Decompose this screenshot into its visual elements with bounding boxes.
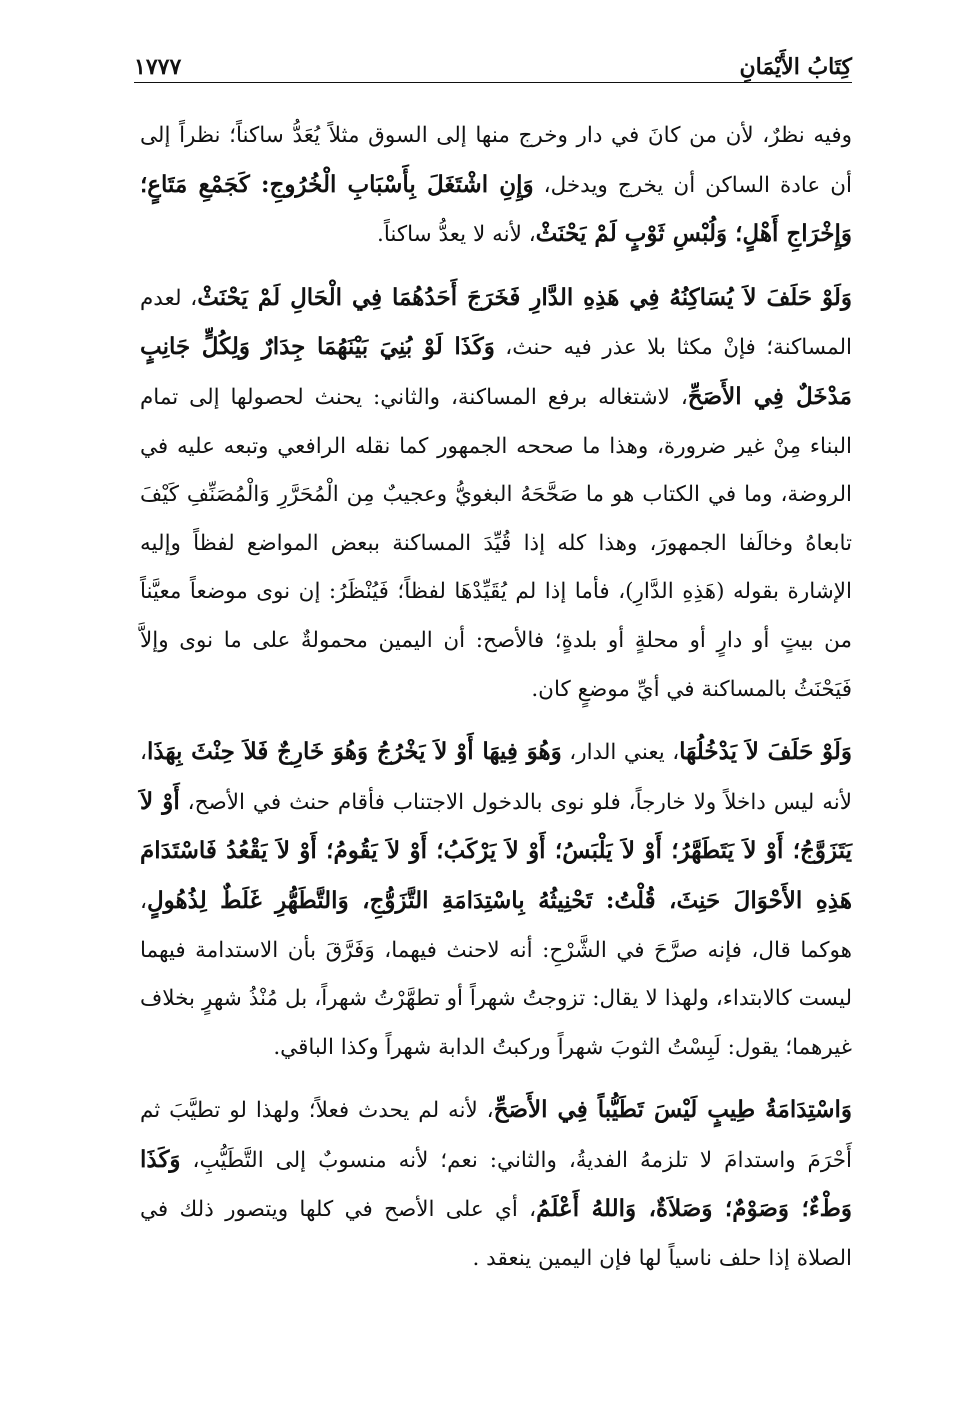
matn-text: وَهُوَ فِيهَا أَوْ لاَ يَخْرُجُ وَهُوَ خَارِجٌ فَلاَ حِنْثَ بِهَذَا [146, 738, 562, 766]
matn-text: وَلَوْ حَلَفَ لاَ يَدْخُلُهَا [679, 738, 852, 766]
matn-text: وَكَذَا لَوْ بُنِيَ بَيْنَهُمَا جِدَارٌ وَلِكُلٍّ جَانِبٍ مَدْخَلٌ فِي الأَصَحِّ [140, 333, 852, 410]
paragraph [140, 1086, 852, 1283]
page-number: ١٧٧٧ [134, 54, 182, 80]
paragraph [140, 728, 852, 1072]
paragraph [140, 274, 852, 714]
book-title: كِتَابُ الأَيْمَانِ [739, 54, 852, 80]
commentary-text: ، لأنه لم يحدث فعلاً؛ ولهذا لو تطيَّبَ ثم أَحْرَمَ واستدامَ لا تلزمهُ الفديةُ، والثاني: نعم؛ لأنه منسوبٌ إلى التَّطَيُّبِ، [140, 1098, 852, 1173]
commentary-text: ، هوكما قال، فإنه صرَّحَ في الشَّرْحِ: أنه لاحنث فيهما، وَفَرَّقَ بأن الاستدامة فيهما ليست كالابتداء، ولهذا لا يقال: تزوجتُ شهراً أو تطهَّرْتُ شهراً، بل مُنْذُ شهرٍ بخلاف غيرهما؛ يقول: لَبِسْتُ الثوبَ شهراً وركبتُ الدابة شهراً وكذا الباقي. [140, 888, 852, 1060]
commentary-text: ، لاشتغاله برفع المساكنة، والثاني: يحنث لحصولها إلى تمام البناء مِنْ غير ضرورة، وهذا ما صححه الجمهور كما نقله الرافعي وتبعه عليه في الروضة، وما في الكتاب هو ما صَحَّحَهُ البغويُّ وعجيبٌ مِن الْمُحَرَّرِ وَالْمُصَنِّفِ كَيْفَ تابعاهُ وخالَفا الجمهورَ، وهذا كله إذا قُيِّدَ المساكنة ببعض المواضع لفظاً وإليه الإشارة بقوله (هَذِهِ الدَّارِ)، فأما إذا لم يُقَيِّدْهَا لفظاً؛ فَيُنْظَرُ: إن نوى موضعاً معيَّناً من بيتٍ أو دارٍ أو محلةٍ أو بلدةٍ؛ فالأصح: أن اليمين محمولةٌ على ما نوى وإلاَّ فَيَحْنَثُ بالمساكنة في أيِّ موضعٍ كان. [140, 384, 852, 702]
commentary-text: ، لأنه ليس داخلاً ولا خارجاً، فلو نوى بالدخول الاجتناب فأقام حنث في الأصح، [140, 740, 852, 815]
commentary-text: ، لعدم المساكنة؛ فإنْ مكثا بلا عذر فيه حنث، [140, 285, 852, 361]
page-header [134, 48, 852, 83]
paragraph [140, 112, 852, 260]
commentary-text: ، أي على الأصح في كلها ويتصور ذلك في الصلاة إذا حلف ناسياً لها فإن اليمين ينعقد . [140, 1197, 852, 1272]
page-body [140, 112, 852, 1284]
matn-text: وَاسْتِدَامَةُ طِيبٍ لَيْسَ تَطَيُّباً فِي الأَصَحِّ [493, 1096, 852, 1124]
matn-text: وَلَوْ حَلَفَ لاَ يُسَاكِنُهُ فِي هَذِهِ الدَّارِ فَخَرَجَ أَحَدُهُمَا فِي الْحَالِ لَمْ يَحْنَثْ [197, 283, 852, 311]
matn-text: وَكَذَا وَطْءٌ؛ وَصَوْمٌ؛ وَصَلاَةٌ، وَاللهُ أَعْلَمُ [140, 1145, 853, 1223]
commentary-text: ، لأنه لا يعدُّ ساكناً. [377, 222, 536, 248]
matn-text: وَإِنِ اشْتَغَلَ بِأَسْبَابِ الْخُرُوجِ: كَجَمْعِ مَتَاعٍ؛ وَإِخْرَاجِ أَهْلٍ؛ وَلُبْسِ ثَوْبٍ لَمْ يَحْنَثْ [140, 170, 852, 248]
matn-text: أَوْ لاَ يَتَزَوَّجُ؛ أَوْ لاَ يَتَطَهَّرُ؛ أَوْ لاَ يَلْبَسُ؛ أَوْ لاَ يَرْكَبُ؛ أَوْ لاَ يَقُومُ؛ أَوْ لاَ يَقْعُدُ فَاسْتَدَامَ هَذِهِ الأَحْوَالَ حَنِثَ، قُلْتُ: تَحْنِيثُهُ بِاسْتِدَامَةِ التَّزَوُّجِ، وَالتَّطَهُّرِ غَلَطٌ لِذُهُولٍ [140, 787, 852, 914]
commentary-text: وفيه نظرٌ، لأن من كانَ في دار وخرج منها إلى السوق مثلاً يُعَدُّ ساكناً؛ نظراً إلى أن عادة الساكن أن يخرج ويدخل، [140, 123, 853, 198]
commentary-text: ، يعني الدار، [561, 740, 680, 766]
